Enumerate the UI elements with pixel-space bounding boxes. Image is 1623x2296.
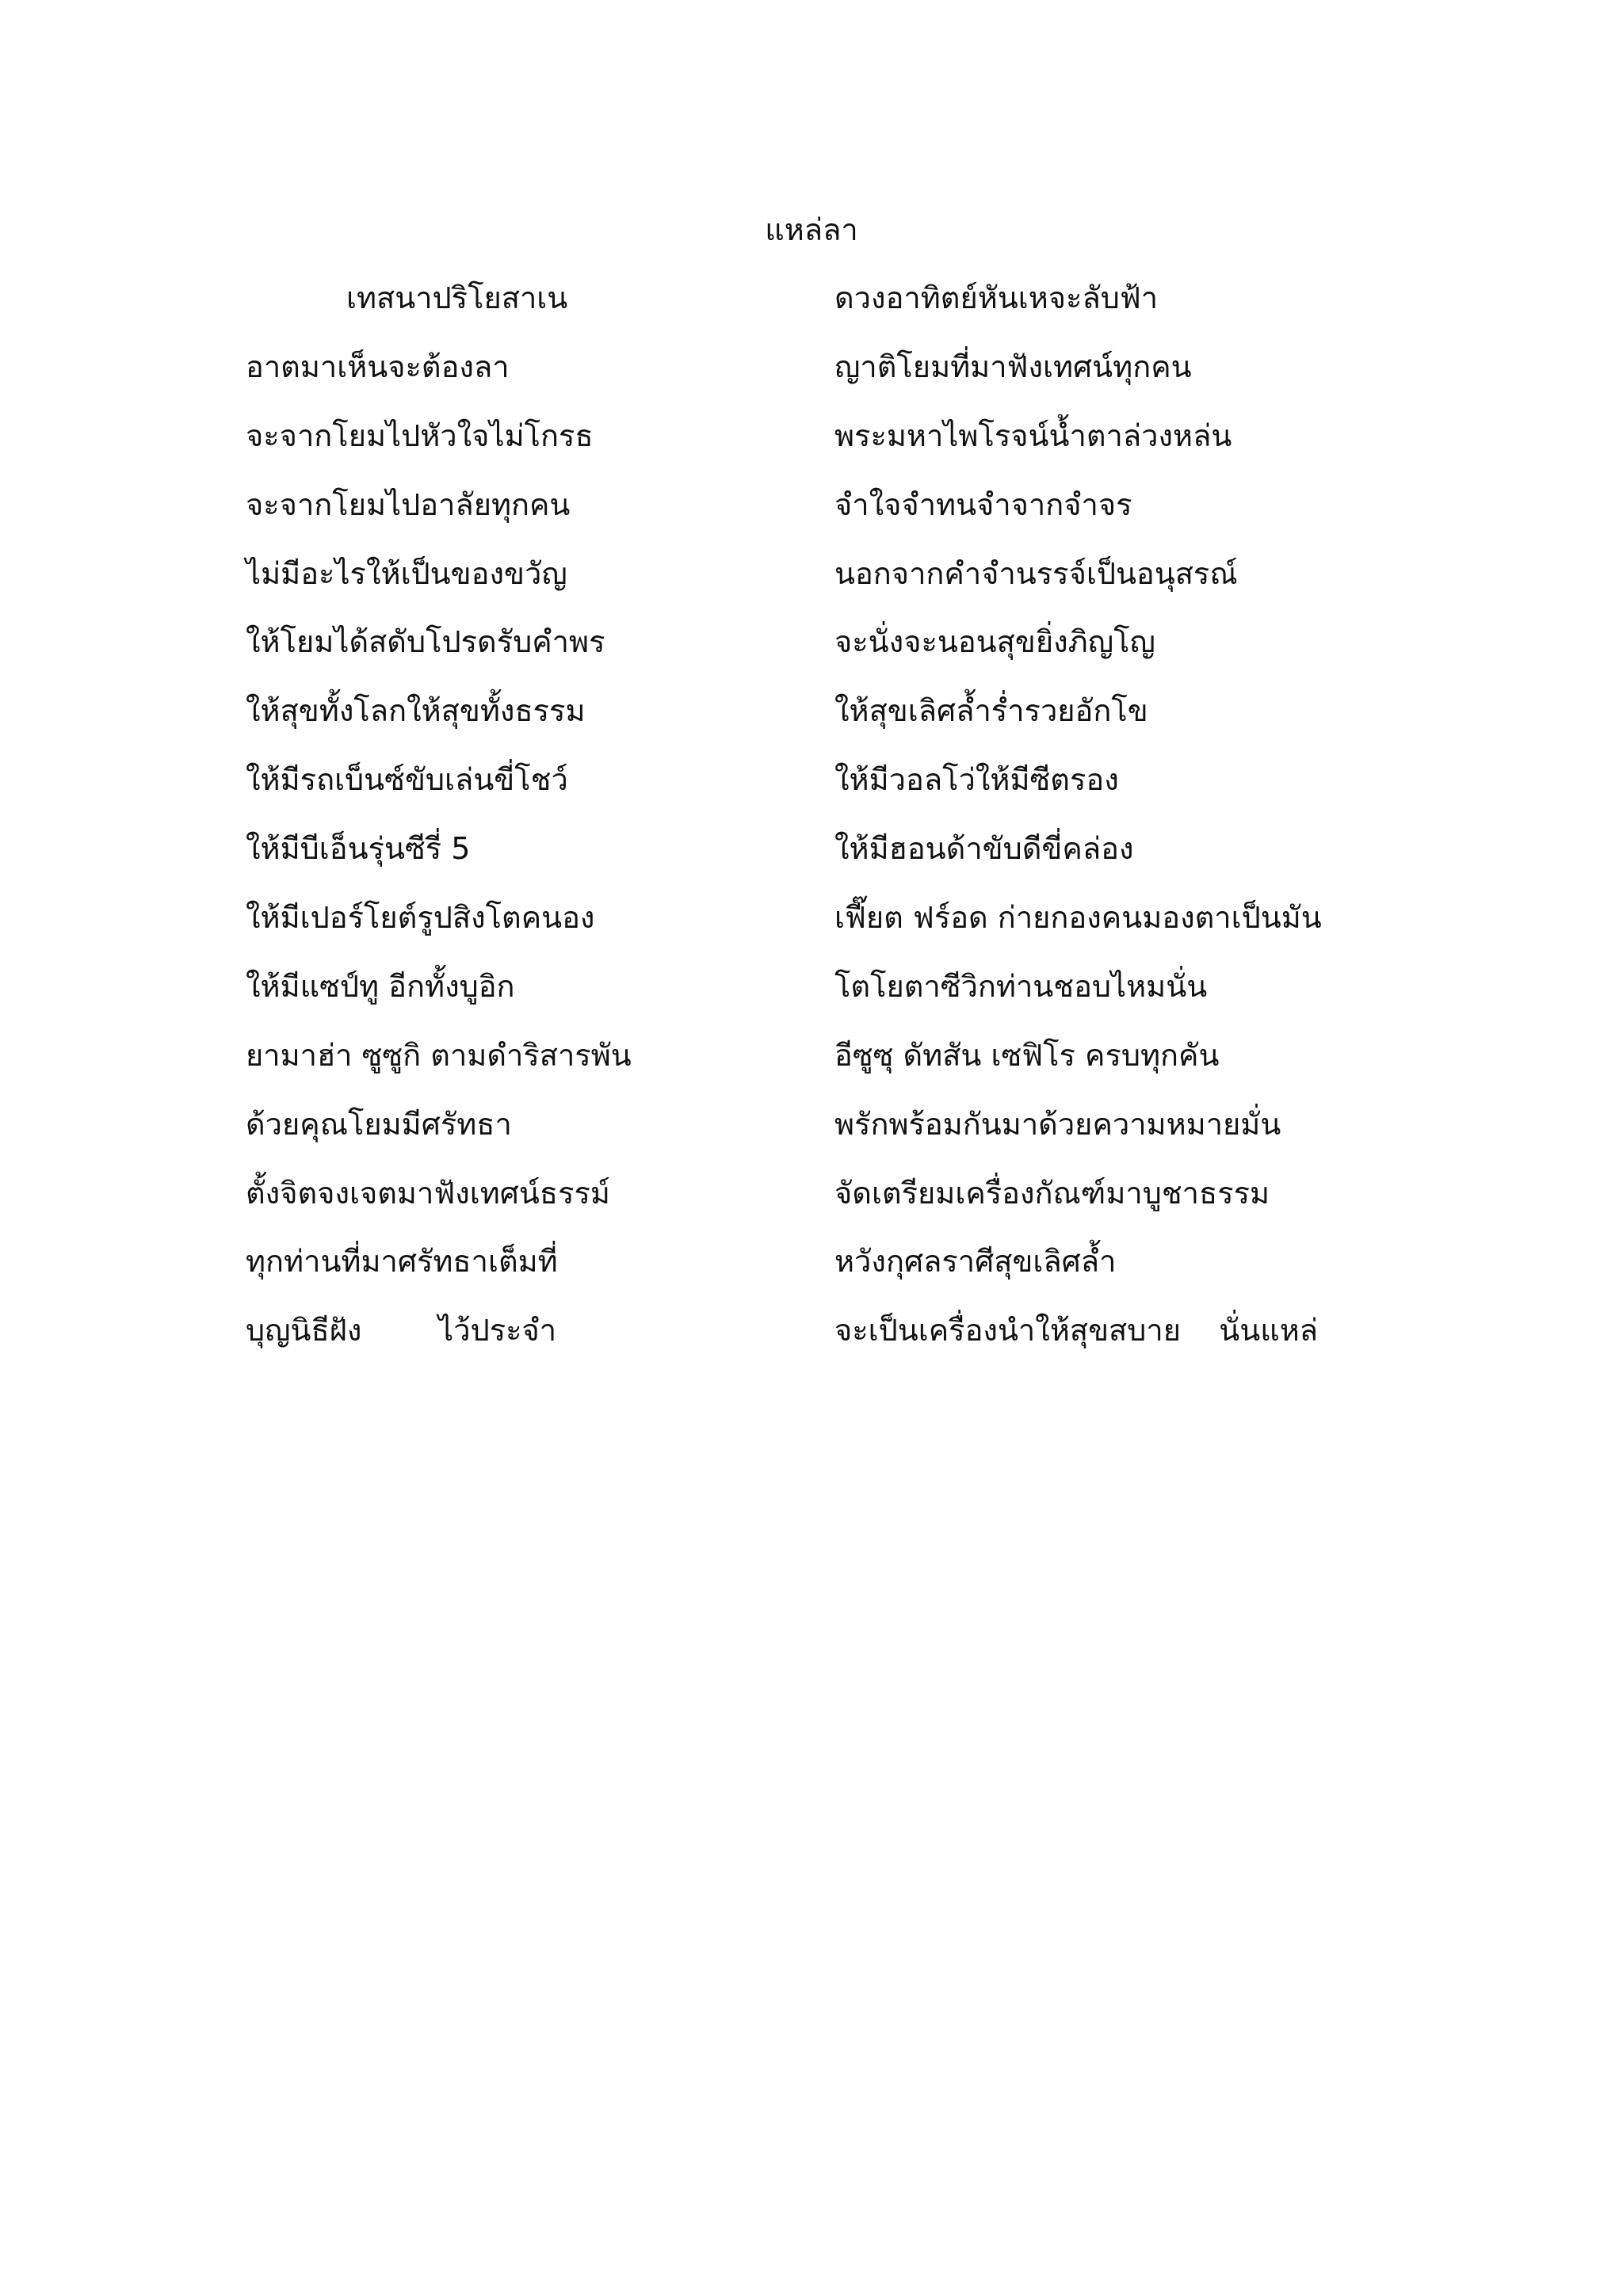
verse-left: ตั้งจิตจงเจตมาฟังเทศน์ธรรม์ — [246, 1175, 610, 1211]
verse-line — [0, 1308, 1623, 1377]
verse-left: อาตมาเห็นจะต้องลา — [246, 349, 510, 384]
verse-line — [0, 688, 1623, 757]
verse-left: จะจากโยมไปอาลัยทุกคน — [246, 486, 571, 522]
verse-line — [0, 757, 1623, 826]
verse-right: ให้มีวอลโว่ให้มีซีตรอง — [834, 762, 1119, 798]
verse-line — [0, 551, 1623, 620]
verse-right: จะเป็นเครื่องนำให้สุขสบาย นั่นแหล่ — [834, 1313, 1319, 1348]
verse-right: จะนั่งจะนอนสุขยิ่งภิญโญ — [834, 624, 1155, 660]
verse-right: นอกจากคำจำนรรจ์เป็นอนุสรณ์ — [834, 555, 1238, 591]
verse-right: โตโยตาซีวิกท่านชอบไหมนั่น — [834, 968, 1208, 1004]
verse-right: จำใจจำทนจำจากจำจร — [834, 486, 1132, 522]
verse-right: เฟี๊ยต ฟร์อด ก่ายกองคนมองตาเป็นมัน — [834, 900, 1322, 936]
verse-line — [0, 895, 1623, 964]
verse-left: บุญนิธีฝัง ไว้ประจำ — [246, 1313, 557, 1348]
verse-left: ด้วยคุณโยมมีศรัทธา — [246, 1106, 512, 1142]
verse-line — [0, 482, 1623, 551]
verse-line — [0, 276, 1623, 345]
verse-left: ให้โยมได้สดับโปรดรับคำพร — [246, 624, 605, 660]
verse-right: ดวงอาทิตย์หันเหจะลับฟ้า — [834, 280, 1159, 315]
verse-right: หวังกุศลราศีสุขเลิศล้ำ — [834, 1244, 1117, 1280]
verse-left: จะจากโยมไปหัวใจไม่โกรธ — [246, 418, 594, 453]
verse-line — [0, 1033, 1623, 1102]
verse-left: ให้มีแซป์ทู อีกทั้งบูอิก — [246, 968, 515, 1004]
verse-left: ให้มีเปอร์โยต์รูปสิงโตคนอง — [246, 900, 595, 936]
verse-right: ให้มีฮอนด้าขับดีขี่คล่อง — [834, 831, 1134, 867]
verse-right: พรักพร้อมกันมาด้วยความหมายมั่น — [834, 1106, 1281, 1142]
verse-left: ให้มีบีเอ็นรุ่นซีรี่ 5 — [246, 831, 471, 867]
verse-line — [0, 1102, 1623, 1171]
verse-body — [0, 276, 1623, 1377]
verse-left: ให้สุขทั้งโลกให้สุขทั้งธรรม — [246, 693, 586, 729]
verse-line — [0, 826, 1623, 895]
verse-right: พระมหาไพโรจน์น้ำตาล่วงหล่น — [834, 418, 1232, 453]
verse-line — [0, 1171, 1623, 1240]
verse-line — [0, 620, 1623, 688]
verse-right: ให้สุขเลิศล้ำร่ำรวยอักโข — [834, 693, 1148, 729]
verse-left: ยามาฮ่า ซูซูกิ ตามดำริสารพัน — [246, 1037, 632, 1073]
verse-right: ญาติโยมที่มาฟังเทศน์ทุกคน — [834, 349, 1192, 384]
verse-left: เทสนาปริโยสาเน — [346, 280, 568, 315]
verse-line — [0, 345, 1623, 414]
verse-right: อีซูซุ ดัทสัน เซฟิโร ครบทุกคัน — [834, 1037, 1220, 1073]
verse-left: ไม่มีอะไรให้เป็นของขวัญ — [246, 555, 567, 591]
verse-left: ทุกท่านที่มาศรัทธาเต็มที่ — [246, 1244, 558, 1280]
verse-left: ให้มีรถเบ็นซ์ขับเล่นขี่โชว์ — [246, 762, 568, 798]
verse-line — [0, 1239, 1623, 1308]
verse-line — [0, 964, 1623, 1033]
verse-line — [0, 414, 1623, 482]
verse-right: จัดเตรียมเครื่องกัณฑ์มาบูชาธรรม — [834, 1175, 1270, 1211]
document-title: แหล่ลา — [765, 212, 858, 247]
